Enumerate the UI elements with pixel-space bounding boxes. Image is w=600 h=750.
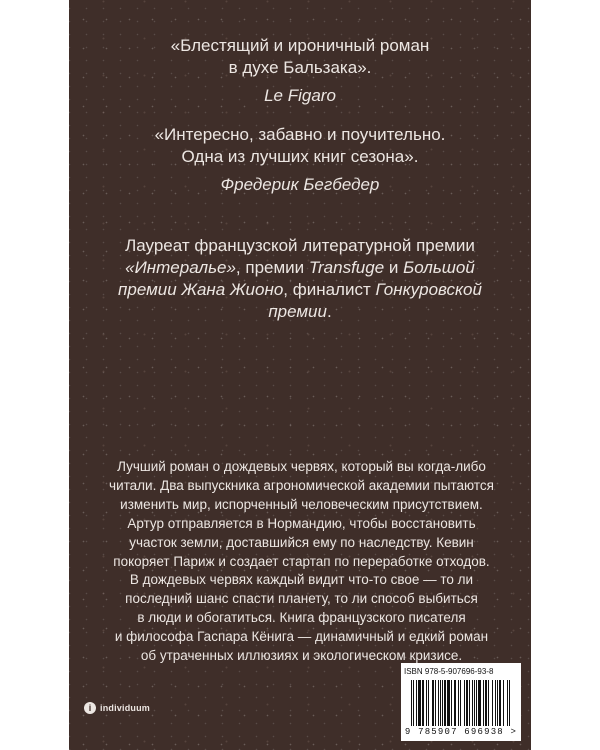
isbn-barcode <box>401 663 521 741</box>
award-goncourt-part1: Гонкуровской <box>375 280 482 299</box>
quote-line: «Интересно, забавно и поучительно. <box>154 125 446 144</box>
annotation-line: читали. Два выпускника агрономической академии пытаются <box>109 477 494 493</box>
publisher-logo <box>84 702 150 714</box>
annotation-line: и философа Гаспара Кёнига — динамичный и едкий роман <box>114 629 489 645</box>
individuum-logo-icon: i <box>84 702 96 714</box>
award-interallie: «Интералье» <box>125 258 236 277</box>
award-goncourt-part2: премии <box>268 302 327 321</box>
awards-text: . <box>326 302 332 321</box>
quote-author: Фредерик Бегбедер <box>220 175 380 194</box>
annotation-line: покоряет Париж и создает стартап по переработке отходов. <box>113 553 490 569</box>
quote-line: «Блестящий и ироничный роман <box>170 36 430 55</box>
review-quote-figaro <box>69 35 531 107</box>
annotation-line: последний шанс спасти планету, то ли способ выбиться <box>125 591 478 607</box>
publisher-name: individuum <box>100 703 150 713</box>
awards-line <box>89 301 511 323</box>
award-transfuge: Transfuge <box>308 258 385 277</box>
awards-line <box>89 279 511 301</box>
awards-text: и <box>384 258 404 277</box>
annotation-line: Лучший роман о дождевых червях, который вы когда-либо <box>117 459 486 474</box>
award-giono-part1: Большой <box>403 258 475 277</box>
awards-paragraph <box>89 235 511 323</box>
annotation-line: об утраченных иллюзиях и экологическом кризисе. <box>140 648 463 664</box>
quote-line: в духе Бальзака». <box>228 58 372 77</box>
barcode-bars <box>411 680 511 726</box>
annotation-line: изменить мир, испорченный человеческим присутствием. <box>120 496 483 512</box>
award-giono-part2: премии Жана Жионо <box>118 280 284 299</box>
isbn-number: ISBN 978-5-907696-93-8 <box>404 667 494 676</box>
awards-text: , финалист <box>283 280 376 299</box>
book-annotation <box>79 458 524 666</box>
quote-author: Le Figaro <box>264 86 336 105</box>
quote-line: Одна из лучших книг сезона». <box>181 147 419 166</box>
awards-line <box>89 257 511 279</box>
review-quote-begbeder <box>69 124 531 196</box>
awards-line: Лауреат французской литературной премии <box>125 236 475 255</box>
book-back-cover <box>69 0 531 750</box>
annotation-line: Артур отправляется в Нормандию, чтобы восстановить <box>127 515 476 531</box>
awards-text: , премии <box>235 258 309 277</box>
barcode-digits: 9 785907 696938 > <box>404 727 518 737</box>
annotation-line: участок земли, доставшийся ему по наследству. Кевин <box>129 534 474 550</box>
annotation-line: В дождевых червях каждый видит что-то свое — то ли <box>129 572 474 588</box>
annotation-line: в люди и обогатиться. Книга французского писателя <box>137 610 466 626</box>
